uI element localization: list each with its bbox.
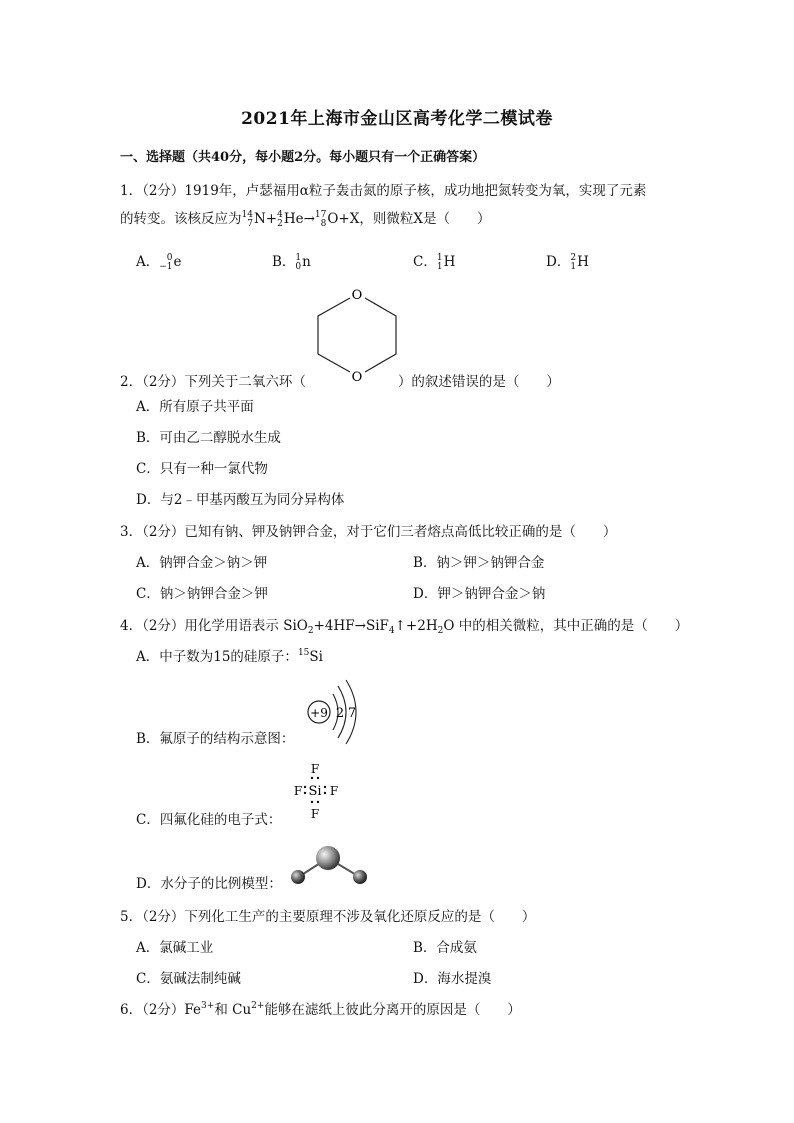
q2-option-a[interactable]: A．所有原子共平面 [136,399,254,415]
q1-option-a[interactable]: A． 0 −1 e [136,252,182,272]
q4-option-d[interactable]: D．水分子的比例模型： [136,876,282,892]
dioxane-oxygen-bottom: O [351,370,363,385]
q1-option-c[interactable]: C． 1 1 H [413,252,456,272]
svg-text:F: F [310,807,320,821]
svg-text:Si: Si [308,784,322,799]
q3-option-b[interactable]: B．钠＞钾＞钠钾合金 [413,555,545,571]
hydrogen-atom-ball [353,870,367,884]
q6-stem: 6．（2分）$Fe^{3+}$和 $Cu^{2+}$能够在滤纸上彼此分离开的原因是（ ） [120,1001,521,1018]
q5-stem: 5．（2分）下列化工生产的主要原理不涉及氧化还原反应的是（ ） [120,909,536,925]
helium-isotope-label: 4 2 [277,209,283,229]
sif4-electron-formula [286,758,346,824]
q4-option-b[interactable]: B．氟原子的结构示意图： [136,731,295,747]
electron-shell-1-count: 2 [335,706,345,721]
nucleus-charge-label: +9 [310,706,328,720]
q4-option-a[interactable]: A．中子数为15的硅原子：$^{15}$Si [136,648,323,665]
oxygen-isotope-label: 17 8 [314,209,327,229]
q4-option-c[interactable]: C．四氟化硅的电子式： [136,812,282,828]
electron-shell-2-count: 7 [347,706,357,721]
q2-option-d[interactable]: D．与2﹣甲基丙酸互为同分异构体 [136,492,345,508]
svg-text:F: F [293,784,303,798]
section-heading: 一、选择题（共40分，每小题2分。每小题只有一个正确答案） [120,150,486,165]
svg-text:F: F [329,784,339,798]
page-title: 2021年上海市金山区高考化学二模试卷 [241,109,553,129]
fluorine-atom-diagram [300,676,370,746]
q2-option-b[interactable]: B．可由乙二醇脱水生成 [136,430,281,446]
svg-text:F: F [310,762,320,776]
q5-option-c[interactable]: C．氨碱法制纯碱 [136,971,241,987]
q1-stem-line1: 1．（2分）1919年，卢瑟福用α粒子轰击氮的原子核，成功地把氮转变为氧，实现了元素 [120,183,647,199]
q5-option-b[interactable]: B．合成氨 [413,940,477,956]
q4-stem: 4．（2分）用化学用语表示 $SiO_2+4HF\to SiF_4↑+2H_2O$ 中的相关微粒，其中正确的是（ ） [120,618,689,636]
q2-stem: 2．（2分）下列关于二氧六环（ ）的叙述错误的是（ ） [120,374,560,390]
q2-option-c[interactable]: C．只有一种一氯代物 [136,461,268,477]
q5-option-d[interactable]: D．海水提溴 [413,971,492,987]
q3-option-c[interactable]: C．钠＞钠钾合金＞钾 [136,586,268,602]
nitrogen-isotope-label: 14 7 [241,209,253,229]
oxygen-atom-ball [316,846,340,870]
q3-option-d[interactable]: D．钾＞钠钾合金＞钠 [413,586,546,602]
q3-option-a[interactable]: A．钠钾合金＞钠＞钾 [136,555,268,571]
q1-stem-pre: 的转变。该核反应为 [120,211,242,227]
q1-option-d[interactable]: D． 2 1 H [546,252,589,272]
hydrogen-atom-ball [291,870,305,884]
water-molecule-model [286,842,376,888]
q5-option-a[interactable]: A．氯碱工业 [136,940,214,956]
q3-stem: 3．（2分）已知有钠、钾及钠钾合金，对于它们三者熔点高低比较正确的是（ ） [120,524,617,540]
q1-option-b[interactable]: B． 1 0 n [272,252,311,272]
q1-stem-line2: 的转变。该核反应为 14 7 N+ 4 2 He→ 17 8 O+X，则微粒X是（ ） [120,209,491,229]
dioxane-oxygen-top: O [351,288,363,303]
